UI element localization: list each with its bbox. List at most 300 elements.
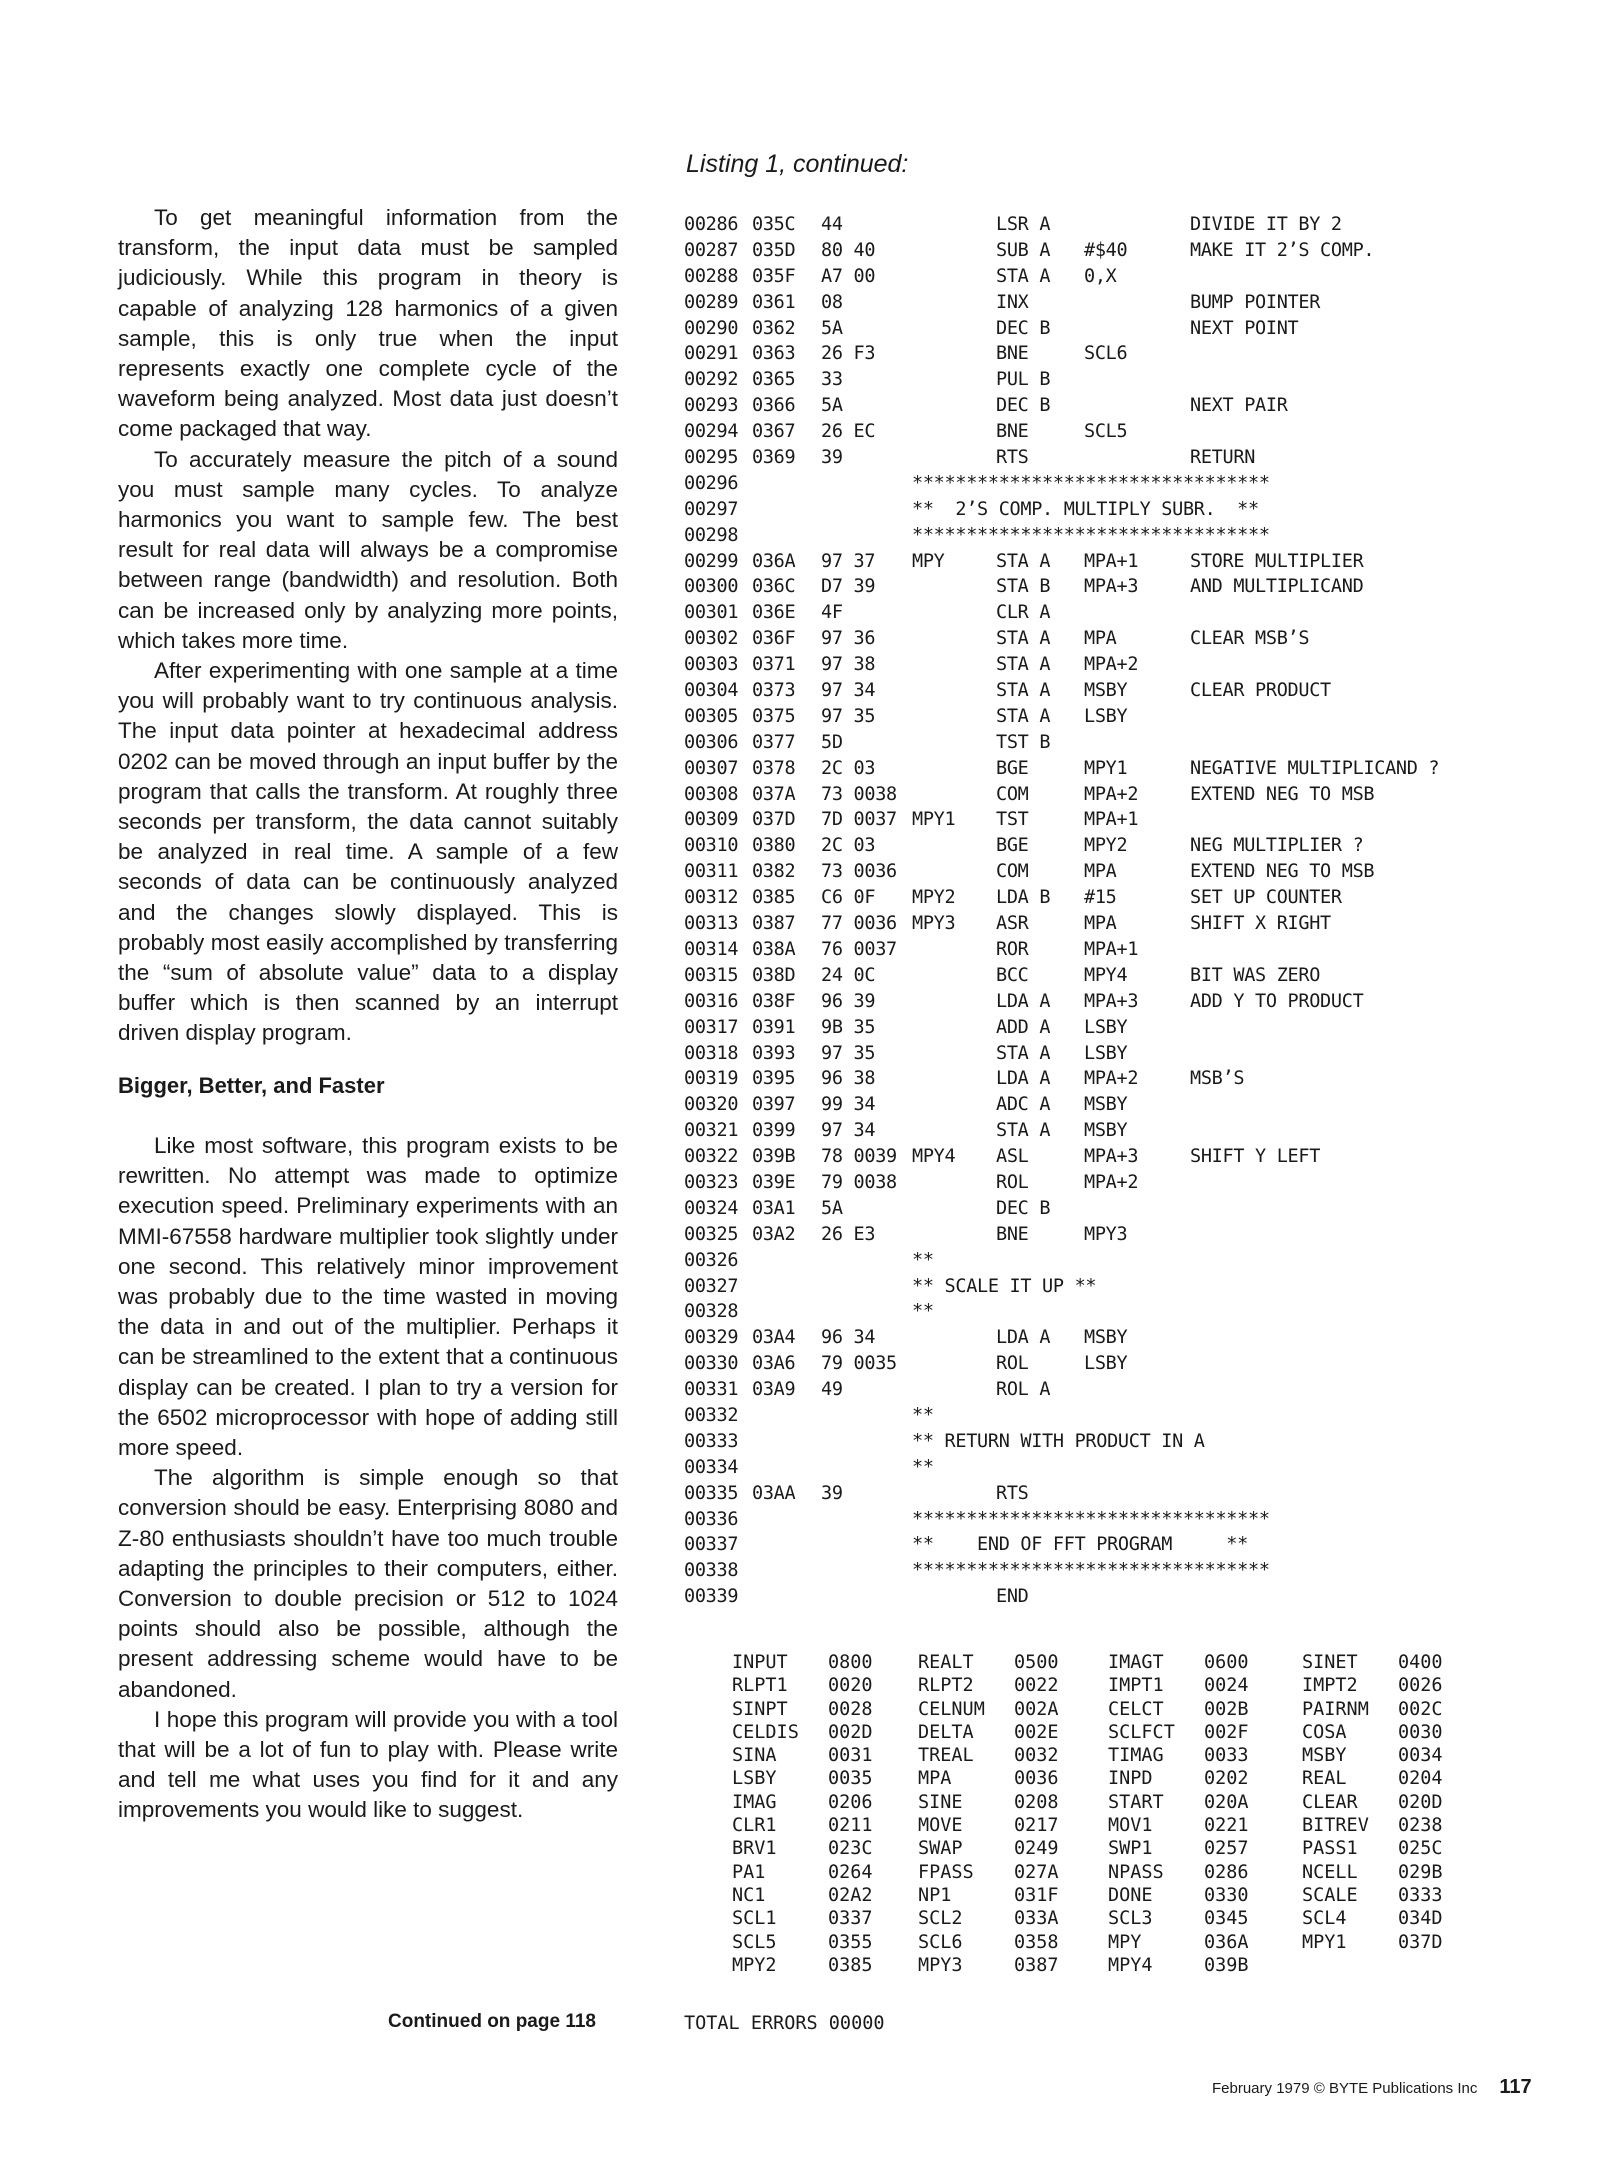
listing-operand: MPA+2 xyxy=(1084,1068,1139,1090)
listing-wide: ** 2’S COMP. MULTIPLY SUBR. ** xyxy=(912,498,1259,520)
listing-row xyxy=(684,499,1584,525)
listing-addr: 03AA xyxy=(752,1482,796,1504)
listing-line: 00288 xyxy=(684,265,739,287)
symbol-name: SINE xyxy=(918,1791,963,1813)
listing-line: 00321 xyxy=(684,1120,739,1142)
symbol-address: 0358 xyxy=(1014,1931,1059,1953)
symbol-address: 037D xyxy=(1398,1931,1443,1953)
listing-op: RTS xyxy=(996,1482,1029,1504)
listing-op: ROL xyxy=(996,1171,1029,1193)
listing-row xyxy=(684,1146,1584,1172)
listing-row xyxy=(684,473,1584,499)
listing-code: 5A xyxy=(821,1197,843,1219)
listing-code: 7D 0037 xyxy=(821,809,897,831)
symbol-row xyxy=(732,1792,1592,1815)
listing-row xyxy=(684,654,1584,680)
listing-code: 5D xyxy=(821,731,843,753)
listing-row xyxy=(684,292,1584,318)
listing-code: 73 0038 xyxy=(821,783,897,805)
listing-code: 49 xyxy=(821,1379,843,1401)
listing-wide: ** xyxy=(912,1404,934,1426)
paragraph: To get meaningful information from the transform, the input data must be sampled judiciously. While this program in theory is capable of analyzing 128 harmonics of a given sample, this is only true when the input represents exactly one complete cycle of the waveform being analyzed. Most data just doesn’t come packaged that way. xyxy=(118,205,618,442)
symbol-address: 0033 xyxy=(1204,1745,1249,1767)
listing-code: 39 xyxy=(821,447,843,469)
symbol-address: 0385 xyxy=(828,1954,873,1976)
listing-operand: MPA+3 xyxy=(1084,990,1139,1012)
listing-addr: 0367 xyxy=(752,421,796,443)
listing-code: 96 38 xyxy=(821,1068,876,1090)
symbol-name: IMAG xyxy=(732,1791,777,1813)
listing-line: 00318 xyxy=(684,1042,739,1064)
listing-line: 00305 xyxy=(684,705,739,727)
listing-line: 00316 xyxy=(684,990,739,1012)
symbol-row xyxy=(732,1862,1592,1885)
listing-comment: SET UP COUNTER xyxy=(1190,887,1342,909)
symbol-name: MPY1 xyxy=(1302,1931,1347,1953)
listing-row xyxy=(684,318,1584,344)
listing-addr: 037A xyxy=(752,783,796,805)
symbol-address: 0345 xyxy=(1204,1908,1249,1930)
listing-row xyxy=(684,706,1584,732)
listing-operand: LSBY xyxy=(1084,1042,1128,1064)
listing-line: 00309 xyxy=(684,809,739,831)
symbol-row xyxy=(732,1722,1592,1745)
listing-line: 00299 xyxy=(684,550,739,572)
listing-row xyxy=(684,1509,1584,1535)
listing-operand: MPA xyxy=(1084,628,1117,650)
listing-operand: MPA+2 xyxy=(1084,783,1139,805)
listing-row xyxy=(684,421,1584,447)
listing-op: ADC A xyxy=(996,1094,1051,1116)
symbol-address: 002E xyxy=(1014,1721,1059,1743)
listing-row xyxy=(684,1224,1584,1250)
symbol-address: 020A xyxy=(1204,1791,1249,1813)
assembly-listing xyxy=(684,214,1584,1612)
listing-row xyxy=(684,1586,1584,1612)
symbol-name: MPY4 xyxy=(1108,1954,1153,1976)
article-paragraphs-2 xyxy=(118,1131,618,1826)
symbol-name: CLEAR xyxy=(1302,1791,1358,1813)
listing-op: BGE xyxy=(996,835,1029,857)
paragraph: The algorithm is simple enough so that conversion should be easy. Enterprising 8080 and Z-80 enthusiasts shouldn’t have too much trouble adapting the principles to their computers, either. Conversion to double precision or 512 to 1024 points should also be possible, although the present addressing scheme would have to be abandoned. xyxy=(118,1465,618,1702)
listing-row xyxy=(684,1120,1584,1146)
symbol-address: 002D xyxy=(828,1721,873,1743)
listing-code: A7 00 xyxy=(821,265,876,287)
listing-addr: 0373 xyxy=(752,680,796,702)
listing-label: MPY3 xyxy=(912,913,956,935)
listing-operand: MSBY xyxy=(1084,1094,1128,1116)
listing-wide: ********************************* xyxy=(912,524,1270,546)
listing-wide: ** RETURN WITH PRODUCT IN A xyxy=(912,1430,1205,1452)
listing-line: 00303 xyxy=(684,654,739,676)
symbol-name: SINA xyxy=(732,1745,777,1767)
symbol-row xyxy=(732,1815,1592,1838)
symbol-name: TIMAG xyxy=(1108,1745,1164,1767)
listing-code: D7 39 xyxy=(821,576,876,598)
symbol-name: COSA xyxy=(1302,1721,1347,1743)
listing-op: STA A xyxy=(996,705,1051,727)
listing-row xyxy=(684,758,1584,784)
listing-op: ASR xyxy=(996,913,1029,935)
symbol-name: SWAP xyxy=(918,1838,963,1860)
article-paragraphs xyxy=(118,203,618,1049)
listing-operand: MSBY xyxy=(1084,1120,1128,1142)
symbol-name: PAIRNM xyxy=(1302,1698,1369,1720)
listing-code: 26 E3 xyxy=(821,1223,876,1245)
listing-addr: 036C xyxy=(752,576,796,598)
listing-code: 77 0036 xyxy=(821,913,897,935)
listing-row xyxy=(684,1405,1584,1431)
symbol-address: 0800 xyxy=(828,1652,873,1673)
listing-addr: 036A xyxy=(752,550,796,572)
symbol-address: 0600 xyxy=(1204,1652,1249,1673)
symbol-name: PASS1 xyxy=(1302,1838,1358,1860)
symbol-name: MPA xyxy=(918,1768,952,1790)
listing-comment: NEG MULTIPLIER ? xyxy=(1190,835,1364,857)
listing-row xyxy=(684,447,1584,473)
listing-code: 97 37 xyxy=(821,550,876,572)
symbol-name: NCELL xyxy=(1302,1861,1358,1883)
paragraph: Like most software, this program exists to be rewritten. No attempt was made to optimize execution speed. Preliminary experiments with an MMI-67558 hardware multiplier took slightly under one second. This relatively minor improvement was probably due to the time wasted in moving the data in and out of the multiplier. Perhaps it can be streamlined to the extent that a continuous display can be created. I plan to try a version for the 6502 microprocessor with hope of adding still more speed. xyxy=(118,1132,618,1460)
listing-addr: 0362 xyxy=(752,317,796,339)
listing-row xyxy=(684,1017,1584,1043)
listing-code: 24 0C xyxy=(821,964,876,986)
listing-line: 00339 xyxy=(684,1586,739,1608)
listing-line: 00313 xyxy=(684,913,739,935)
listing-addr: 0365 xyxy=(752,369,796,391)
symbol-name: IMPT1 xyxy=(1108,1675,1164,1697)
symbol-name: MPY2 xyxy=(732,1954,777,1976)
symbol-address: 002A xyxy=(1014,1698,1059,1720)
page-number: 117 xyxy=(1499,2076,1532,2098)
listing-op: STA A xyxy=(996,550,1051,572)
listing-line: 00337 xyxy=(684,1534,739,1556)
listing-operand: MPA xyxy=(1084,861,1117,883)
listing-op: ROL xyxy=(996,1353,1029,1375)
listing-line: 00327 xyxy=(684,1275,739,1297)
listing-comment: MAKE IT 2’S COMP. xyxy=(1190,239,1375,261)
symbol-address: 0330 xyxy=(1204,1884,1249,1906)
listing-addr: 0375 xyxy=(752,705,796,727)
listing-op: END xyxy=(996,1586,1029,1608)
listing-addr: 038A xyxy=(752,938,796,960)
listing-row xyxy=(684,809,1584,835)
listing-wide: ** xyxy=(912,1249,934,1271)
symbol-address: 0024 xyxy=(1204,1675,1249,1697)
paragraph: To accurately measure the pitch of a sound you must sample many cycles. To analyze harmonics you want to sample few. The best result for real data will always be a compromise between range (bandwidth) and resolution. Both can be increased only by analyzing more points, which takes more time. xyxy=(118,446,618,653)
symbol-name: SCL5 xyxy=(732,1931,777,1953)
listing-row xyxy=(684,1431,1584,1457)
listing-op: ADD A xyxy=(996,1016,1051,1038)
symbol-row xyxy=(732,1955,1592,1978)
symbol-address: 029B xyxy=(1398,1861,1443,1883)
listing-comment: AND MULTIPLICAND xyxy=(1190,576,1364,598)
listing-line: 00289 xyxy=(684,291,739,313)
listing-code: 9B 35 xyxy=(821,1016,876,1038)
listing-comment: SHIFT Y LEFT xyxy=(1190,1146,1321,1168)
listing-addr: 0397 xyxy=(752,1094,796,1116)
listing-label: MPY4 xyxy=(912,1146,956,1168)
listing-code: 97 35 xyxy=(821,705,876,727)
listing-op: DEC B xyxy=(996,1197,1051,1219)
listing-line: 00300 xyxy=(684,576,739,598)
listing-comment: STORE MULTIPLIER xyxy=(1190,550,1364,572)
listing-line: 00296 xyxy=(684,472,739,494)
symbol-address: 025C xyxy=(1398,1838,1443,1860)
listing-operand: MPA+2 xyxy=(1084,654,1139,676)
listing-row xyxy=(684,551,1584,577)
listing-line: 00295 xyxy=(684,447,739,469)
listing-row xyxy=(684,369,1584,395)
listing-comment: MSB’S xyxy=(1190,1068,1245,1090)
listing-code: 5A xyxy=(821,395,843,417)
listing-row xyxy=(684,1043,1584,1069)
listing-line: 00323 xyxy=(684,1171,739,1193)
symbol-address: 020D xyxy=(1398,1791,1443,1813)
listing-line: 00294 xyxy=(684,421,739,443)
symbol-address: 0500 xyxy=(1014,1652,1059,1673)
symbol-address: 0249 xyxy=(1014,1838,1059,1860)
listing-operand: MSBY xyxy=(1084,1327,1128,1349)
listing-row xyxy=(684,1560,1584,1586)
listing-row xyxy=(684,395,1584,421)
listing-line: 00315 xyxy=(684,964,739,986)
listing-op: ROR xyxy=(996,938,1029,960)
symbol-address: 0031 xyxy=(828,1745,873,1767)
listing-line: 00336 xyxy=(684,1508,739,1530)
listing-op: LDA A xyxy=(996,990,1051,1012)
listing-code: 97 34 xyxy=(821,680,876,702)
listing-comment: EXTEND NEG TO MSB xyxy=(1190,861,1375,883)
total-errors: TOTAL ERRORS 00000 xyxy=(684,2013,885,2034)
symbol-name: SCL6 xyxy=(918,1931,963,1953)
listing-addr: 0371 xyxy=(752,654,796,676)
listing-addr: 0399 xyxy=(752,1120,796,1142)
listing-addr: 035C xyxy=(752,214,796,235)
listing-op: STA A xyxy=(996,680,1051,702)
symbol-address: 0202 xyxy=(1204,1768,1249,1790)
symbol-address: 033A xyxy=(1014,1908,1059,1930)
listing-line: 00291 xyxy=(684,343,739,365)
listing-op: ASL xyxy=(996,1146,1029,1168)
listing-label: MPY1 xyxy=(912,809,956,831)
listing-line: 00319 xyxy=(684,1068,739,1090)
issue-credit: February 1979 © BYTE Publications Inc xyxy=(1212,2080,1478,2097)
listing-title: Listing 1, continued: xyxy=(686,150,909,178)
listing-operand: MPA+3 xyxy=(1084,576,1139,598)
listing-comment: NEXT POINT xyxy=(1190,317,1299,339)
listing-addr: 0393 xyxy=(752,1042,796,1064)
symbol-address: 031F xyxy=(1014,1884,1059,1906)
listing-addr: 0382 xyxy=(752,861,796,883)
listing-op: DEC B xyxy=(996,317,1051,339)
listing-line: 00320 xyxy=(684,1094,739,1116)
listing-line: 00329 xyxy=(684,1327,739,1349)
listing-op: LSR A xyxy=(996,214,1051,235)
listing-addr: 0380 xyxy=(752,835,796,857)
listing-code: 97 34 xyxy=(821,1120,876,1142)
listing-operand: MPY3 xyxy=(1084,1223,1128,1245)
listing-operand: LSBY xyxy=(1084,1016,1128,1038)
listing-addr: 0366 xyxy=(752,395,796,417)
symbol-address: 0028 xyxy=(828,1698,873,1720)
listing-operand: MPA+2 xyxy=(1084,1171,1139,1193)
listing-addr: 0363 xyxy=(752,343,796,365)
listing-line: 00324 xyxy=(684,1197,739,1219)
listing-op: SUB A xyxy=(996,239,1051,261)
listing-addr: 035F xyxy=(752,265,796,287)
listing-row xyxy=(684,1172,1584,1198)
listing-code: 80 40 xyxy=(821,239,876,261)
listing-row xyxy=(684,1534,1584,1560)
listing-line: 00304 xyxy=(684,680,739,702)
symbol-address: 0238 xyxy=(1398,1815,1443,1837)
symbol-address: 0208 xyxy=(1014,1791,1059,1813)
listing-row xyxy=(684,887,1584,913)
listing-op: LDA A xyxy=(996,1327,1051,1349)
listing-row xyxy=(684,965,1584,991)
listing-line: 00322 xyxy=(684,1146,739,1168)
listing-code: 39 xyxy=(821,1482,843,1504)
symbol-name: NC1 xyxy=(732,1884,766,1906)
listing-code: 33 xyxy=(821,369,843,391)
symbol-address: 0221 xyxy=(1204,1815,1249,1837)
listing-line: 00326 xyxy=(684,1249,739,1271)
symbol-address: 002C xyxy=(1398,1698,1443,1720)
listing-row xyxy=(684,1457,1584,1483)
listing-op: BGE xyxy=(996,757,1029,779)
symbol-address: 002B xyxy=(1204,1698,1249,1720)
listing-line: 00328 xyxy=(684,1301,739,1323)
symbol-row xyxy=(732,1652,1592,1675)
symbol-name: SINPT xyxy=(732,1698,788,1720)
listing-comment: BUMP POINTER xyxy=(1190,291,1321,313)
listing-line: 00330 xyxy=(684,1353,739,1375)
listing-op: INX xyxy=(996,291,1029,313)
symbol-name: CELDIS xyxy=(732,1721,799,1743)
symbol-name: CELNUM xyxy=(918,1698,985,1720)
listing-addr: 0387 xyxy=(752,913,796,935)
listing-wide: ********************************* xyxy=(912,1560,1270,1582)
listing-wide: ********************************* xyxy=(912,1508,1270,1530)
listing-line: 00338 xyxy=(684,1560,739,1582)
paragraph: After experimenting with one sample at a time you will probably want to try continuous analysis. The input data pointer at hexadecimal address 0202 can be moved through an input buffer by the program that calls the transform. At roughly three seconds per transform, the data cannot suitably be analyzed in real time. A sample of a few seconds of data can be continuously analyzed and the changes slowly displayed. This is probably most easily accomplished by transferring the “sum of absolute value” data to a display buffer which is then scanned by an interrupt driven display program. xyxy=(118,658,618,1046)
listing-wide: ** xyxy=(912,1456,934,1478)
listing-line: 00290 xyxy=(684,317,739,339)
listing-op: TST xyxy=(996,809,1029,831)
page-footer xyxy=(1212,2076,1532,2099)
listing-row xyxy=(684,1094,1584,1120)
listing-line: 00335 xyxy=(684,1482,739,1504)
symbol-address: 027A xyxy=(1014,1861,1059,1883)
symbol-address: 0035 xyxy=(828,1768,873,1790)
listing-op: STA A xyxy=(996,628,1051,650)
symbol-name: TREAL xyxy=(918,1745,974,1767)
listing-comment: NEGATIVE MULTIPLICAND ? xyxy=(1190,757,1440,779)
symbol-address: 0387 xyxy=(1014,1954,1059,1976)
listing-addr: 0378 xyxy=(752,757,796,779)
listing-line: 00311 xyxy=(684,861,739,883)
listing-line: 00302 xyxy=(684,628,739,650)
symbol-name: IMPT2 xyxy=(1302,1675,1358,1697)
symbol-name: FPASS xyxy=(918,1861,974,1883)
symbol-name: RLPT1 xyxy=(732,1675,788,1697)
listing-line: 00307 xyxy=(684,757,739,779)
symbol-address: 0217 xyxy=(1014,1815,1059,1837)
listing-row xyxy=(684,576,1584,602)
listing-comment: EXTEND NEG TO MSB xyxy=(1190,783,1375,805)
symbol-name: SCL2 xyxy=(918,1908,963,1930)
listing-operand: MPA+1 xyxy=(1084,550,1139,572)
listing-op: STA A xyxy=(996,1120,1051,1142)
listing-operand: SCL6 xyxy=(1084,343,1128,365)
symbol-name: SWP1 xyxy=(1108,1838,1153,1860)
symbol-name: DONE xyxy=(1108,1884,1153,1906)
symbol-name: START xyxy=(1108,1791,1164,1813)
listing-row xyxy=(684,732,1584,758)
listing-op: BNE xyxy=(996,421,1029,443)
listing-code: 2C 03 xyxy=(821,757,876,779)
listing-row xyxy=(684,939,1584,965)
listing-row xyxy=(684,835,1584,861)
listing-comment: SHIFT X RIGHT xyxy=(1190,913,1331,935)
listing-op: DEC B xyxy=(996,395,1051,417)
symbol-address: 036A xyxy=(1204,1931,1249,1953)
paragraph: I hope this program will provide you with a tool that will be a lot of fun to play with. Please write and tell me what uses you find for it and any improvements you would like to suggest. xyxy=(118,1706,618,1823)
listing-row xyxy=(684,1250,1584,1276)
listing-addr: 0391 xyxy=(752,1016,796,1038)
symbol-name: NP1 xyxy=(918,1884,952,1906)
listing-wide: ** xyxy=(912,1301,934,1323)
symbol-address: 0286 xyxy=(1204,1861,1249,1883)
symbol-address: 0355 xyxy=(828,1931,873,1953)
symbol-name: REAL xyxy=(1302,1768,1347,1790)
listing-line: 00292 xyxy=(684,369,739,391)
symbol-table xyxy=(732,1652,1592,1978)
listing-op: STA A xyxy=(996,1042,1051,1064)
symbol-name: SCL4 xyxy=(1302,1908,1347,1930)
symbol-name: CLR1 xyxy=(732,1815,777,1837)
symbol-name: SCALE xyxy=(1302,1884,1358,1906)
listing-code: 99 34 xyxy=(821,1094,876,1116)
symbol-address: 0036 xyxy=(1014,1768,1059,1790)
listing-addr: 03A9 xyxy=(752,1379,796,1401)
symbol-address: 0030 xyxy=(1398,1721,1443,1743)
symbol-address: 0022 xyxy=(1014,1675,1059,1697)
listing-operand: MPY1 xyxy=(1084,757,1128,779)
symbol-row xyxy=(732,1675,1592,1698)
listing-op: LDA B xyxy=(996,887,1051,909)
listing-comment: RETURN xyxy=(1190,447,1256,469)
symbol-name: MOVE xyxy=(918,1815,963,1837)
listing-line: 00297 xyxy=(684,498,739,520)
listing-code: 97 36 xyxy=(821,628,876,650)
symbol-name: SCLFCT xyxy=(1108,1721,1175,1743)
listing-comment: CLEAR MSB’S xyxy=(1190,628,1310,650)
listing-line: 00317 xyxy=(684,1016,739,1038)
symbol-address: 0400 xyxy=(1398,1652,1443,1673)
listing-addr: 039E xyxy=(752,1171,796,1193)
symbol-address: 0211 xyxy=(828,1815,873,1837)
listing-line: 00312 xyxy=(684,887,739,909)
listing-wide: ** SCALE IT UP ** xyxy=(912,1275,1097,1297)
symbol-address: 0020 xyxy=(828,1675,873,1697)
symbol-name: RLPT2 xyxy=(918,1675,974,1697)
listing-row xyxy=(684,240,1584,266)
listing-comment: ADD Y TO PRODUCT xyxy=(1190,990,1364,1012)
symbol-name: SINET xyxy=(1302,1652,1358,1673)
symbol-address: 0337 xyxy=(828,1908,873,1930)
